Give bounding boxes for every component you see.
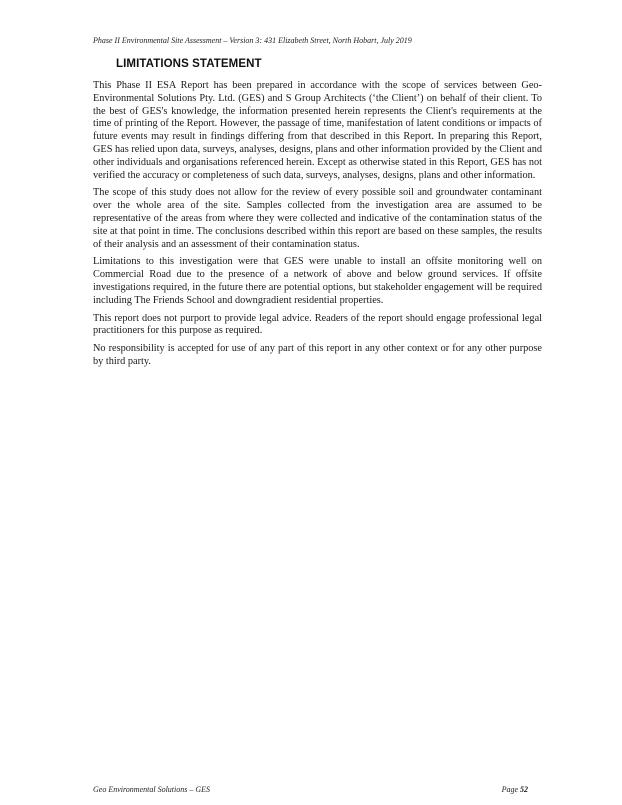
section-heading: LIMITATIONS STATEMENT xyxy=(116,58,262,70)
paragraph: No responsibility is accepted for use of any part of this report in any other context or for any other purpose by third party. xyxy=(93,343,542,367)
paragraph: This Phase II ESA Report has been prepared in accordance with the scope of services between Geo-Environmental Solutions Pty. Ltd. (GES) and S Group Architects (‘the Client’) on behalf of their client. To the best of GES's knowledge, the information presented herein represents the Client's requirements at the time of printing of the Report. However, the passage of time, manifestation of latent conditions or impacts of future events may result in findings differing from that described in this Report. In preparing this Report, GES has relied upon data, surveys, analyses, designs, plans and other information provided by the Client and other individuals and organisations referenced herein. Except as otherwise stated in this Report, GES has not verified the accuracy or completeness of such data, surveys, analyses, designs, plans and other information. xyxy=(93,80,542,181)
paragraph: This report does not purport to provide legal advice. Readers of the report should engage professional legal practitioners for this purpose as required. xyxy=(93,312,542,337)
body-text xyxy=(93,80,542,374)
running-header: Phase II Environmental Site Assessment – Version 3: 431 Elizabeth Street, North Hobart, July 2019 xyxy=(93,36,412,45)
paragraph: Limitations to this investigation were that GES were unable to install an offsite monitoring well on Commercial Road due to the presence of a network of above and below ground services. If offsite investigations required, in the future there are potential options, but stakeholder engagement will be required including The Friends School and downgradient residential properties. xyxy=(93,256,542,306)
footer-company: Geo Environmental Solutions – GES xyxy=(93,785,211,794)
paragraph: The scope of this study does not allow for the review of every possible soil and groundwater contaminant over the whole area of the site. Samples collected from the investigation area are assumed to be representative of the areas from where they were collected and indicative of the contamination status of the site at that point in time. The conclusions described within this report are based on these samples, the results of their analysis and an assessment of their contamination status. xyxy=(93,187,542,250)
page-label: Page xyxy=(501,785,518,794)
page-number: 52 xyxy=(520,785,528,794)
footer-page xyxy=(502,785,528,794)
